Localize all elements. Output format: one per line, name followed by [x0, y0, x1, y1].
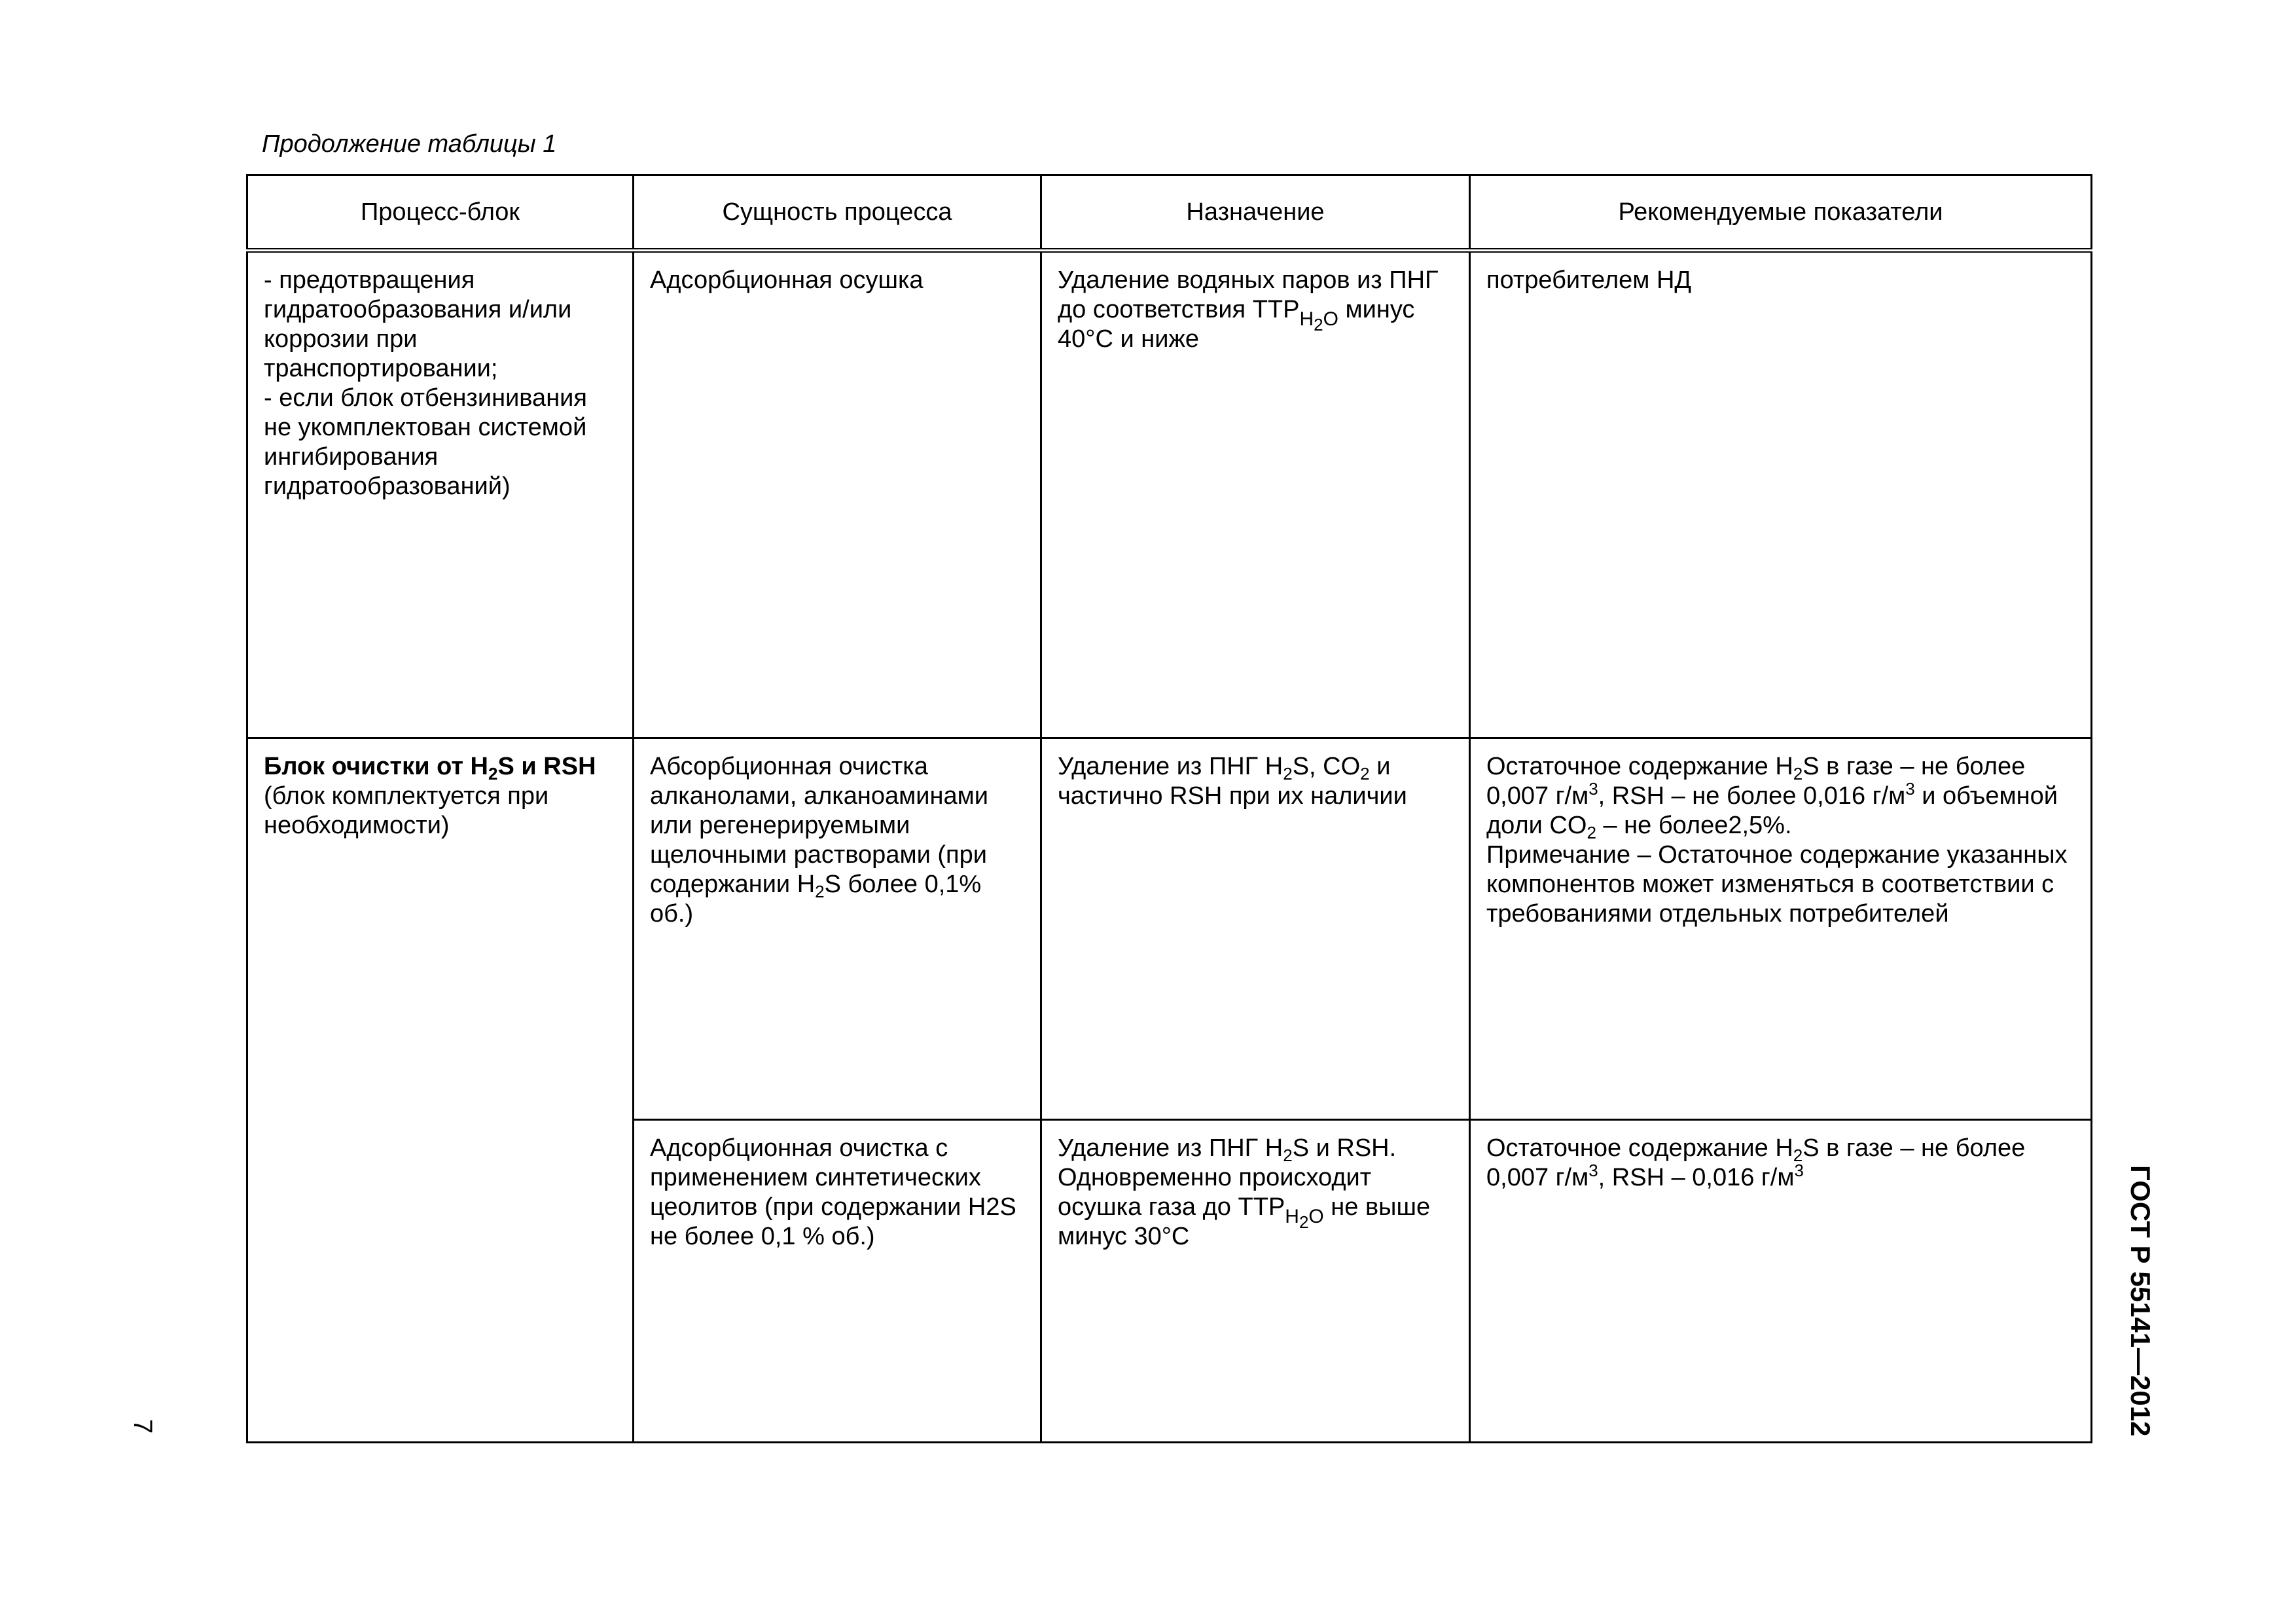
- cell-process-block: [247, 251, 634, 738]
- purpose-text: Удаление водяных паров из ПНГ до соответствия ТТР: [1058, 266, 1439, 323]
- header-purpose: Назначение: [1041, 175, 1470, 251]
- cell-purpose: Удаление из ПНГ $H_2S$ и RSH. Одновременно происходит осушка газа до $ТТР_{H_2O}$ не выше минус 30°С: [1041, 1120, 1470, 1443]
- cell-indicators: Остаточное содержание $H_2S$ в газе – не более 0,007 $г/м^3$, RSH – не более 0,016 $г/м^3$ и объемной доли $CO_2$ – не более2,5%. Примечание – Остаточное содержание указанных компонентов может изменяться в соответствии с требованиями отдельных потребителей: [1470, 738, 2092, 1120]
- process-line: коррозии при: [264, 325, 418, 353]
- standard-label: ГОСТ Р 55141—2012: [2125, 1165, 2156, 1437]
- process-line: не укомплектован системой: [264, 414, 587, 441]
- subscript: H2O: [1285, 1206, 1324, 1232]
- process-line: - если блок отбензинивания: [264, 384, 587, 412]
- table-row: [247, 738, 2092, 1120]
- process-line: гидратообразований): [264, 473, 511, 500]
- process-table: [246, 174, 2092, 1443]
- cell-essence: Адсорбционная очистка с применением синтетических цеолитов (при содержании H2S не более 0,1 % об.): [634, 1120, 1041, 1443]
- cell-indicators: потребителем НД: [1470, 251, 2092, 738]
- cell-purpose: [1041, 251, 1470, 738]
- block-title: Блок очистки от $H_2S$ и RSH: [264, 753, 596, 784]
- cell-purpose: Удаление из ПНГ $H_2S$, $CO_2$ и частично RSH при их наличии: [1041, 738, 1470, 1120]
- cell-essence: Адсорбционная осушка: [634, 251, 1041, 738]
- subscript: H2O: [1299, 308, 1338, 334]
- table-header-row: [247, 175, 2092, 251]
- process-line: гидратообразования и/или: [264, 296, 572, 323]
- cell-process-block: [247, 738, 634, 1443]
- header-recommended-indicators: Рекомендуемые показатели: [1470, 175, 2092, 251]
- cell-essence: Абсорбционная очистка алканолами, алканоаминами или регенерируемыми щелочными растворами (при содержании $H_2S$ более 0,1% об.): [634, 738, 1041, 1120]
- header-process-essence: Сущность процесса: [634, 175, 1041, 251]
- indicators-note: Примечание – Остаточное содержание указанных компонентов может изменяться в соответствии с требованиями отдельных потребителей: [1486, 841, 2068, 928]
- process-line: - предотвращения: [264, 266, 475, 294]
- block-note: (блок комплектуется при необходимости): [264, 782, 549, 839]
- header-process-block: Процесс-блок: [247, 175, 634, 251]
- page-number: 7: [128, 1419, 157, 1434]
- cell-indicators: Остаточное содержание $H_2S$ в газе – не более 0,007 $г/м^3$, RSH – 0,016 $г/м^3$: [1470, 1120, 2092, 1443]
- process-line: ингибирования: [264, 443, 439, 471]
- purpose-text: минус 40°С и ниже: [1058, 296, 1415, 353]
- table-caption: Продолжение таблицы 1: [262, 130, 557, 158]
- table-row: [247, 251, 2092, 738]
- process-line: транспортировании;: [264, 355, 498, 382]
